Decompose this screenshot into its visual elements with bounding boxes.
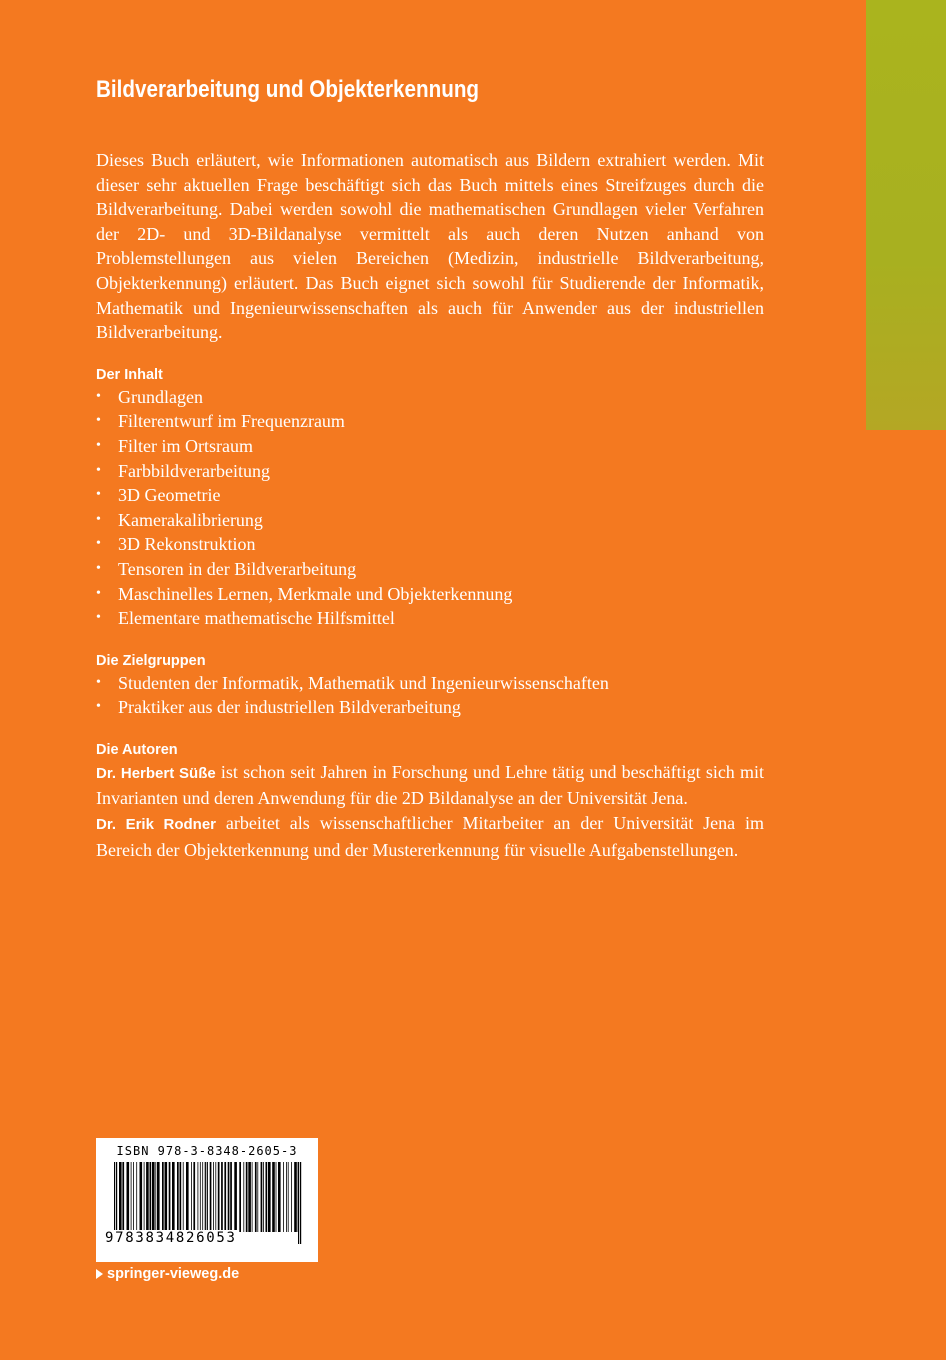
list-item: • Tensoren in der Bildverarbeitung	[96, 557, 764, 582]
list-item: • 3D Geometrie	[96, 483, 764, 508]
list-item: • Filter im Ortsraum	[96, 434, 764, 459]
book-title: Bildverarbeitung und Objekterkennung	[96, 76, 480, 103]
website-link[interactable]: springer-vieweg.de	[107, 1266, 240, 1282]
ean-digit-text: 9783834826053	[105, 1230, 237, 1246]
list-item: • Elementare mathematische Hilfsmittel	[96, 606, 764, 631]
publisher-website[interactable]	[96, 1264, 239, 1284]
list-item: • Grundlagen	[96, 385, 764, 410]
section-heading-autoren: Die Autoren	[96, 741, 178, 758]
list-item: • Studenten der Informatik, Mathematik und Ingenieurwissenschaften	[96, 671, 764, 696]
author-2-text: arbeitet als wissenschaftlicher Mitarbeiter an der Universität Jena im Bereich der Objekterkennung und der Mustererkennung für visuelle Aufgabenstellungen.	[96, 813, 764, 860]
author-2-name: Dr. Erik Rodner	[96, 816, 217, 834]
author-2-bio	[96, 811, 764, 862]
author-1-text: ist schon seit Jahren in Forschung und Lehre tätig und beschäftigt sich mit Invarianten und deren Anwendung für die 2D Bildanalyse an der Universität Jena.	[96, 761, 764, 809]
zielgruppen-list	[96, 671, 764, 720]
author-1-name: Dr. Herbert Süße	[96, 764, 216, 782]
list-item: • 3D Rekonstruktion	[96, 532, 764, 557]
list-item: • Filterentwurf im Frequenzraum	[96, 409, 764, 434]
isbn-barcode	[96, 1138, 318, 1262]
side-color-bar	[866, 0, 946, 430]
inhalt-list	[96, 385, 764, 631]
list-item: • Maschinelles Lernen, Merkmale und Objekterkennung	[96, 582, 764, 607]
section-heading-zielgruppen: Die Zielgruppen	[96, 652, 206, 669]
back-cover-content	[96, 74, 764, 862]
section-heading-inhalt: Der Inhalt	[96, 366, 163, 383]
list-item: • Farbbildverarbeitung	[96, 459, 764, 484]
intro-paragraph: Dieses Buch erläutert, wie Informationen automatisch aus Bildern extrahiert werden. Mit dieser sehr aktuellen Frage beschäftigt sich das Buch mittels eines Streifzuges durch die Bildverarbeitung. Dabei werden sowohl die mathematischen Grundlagen vieler Verfahren der 2D- und 3D-Bildanalyse vermittelt als auch deren Nutzen anhand von Problemstellungen aus vielen Bereichen (Medizin, industrielle Bildverarbeitung, Objekterkennung) erläutert. Das Buch eignet sich sowohl für Studierende der Informatik, Mathematik und Ingenieurwissenschaften als auch für Anwender aus der industriellen Bildverarbeitung.	[96, 150, 764, 343]
list-item: • Kamerakalibrierung	[96, 508, 764, 533]
ean-digits	[104, 1230, 310, 1246]
arrow-right-icon	[96, 1269, 103, 1279]
isbn-number: ISBN 978-3-8348-2605-3	[116, 1144, 298, 1158]
list-item: • Praktiker aus der industriellen Bildverarbeitung	[96, 695, 764, 720]
author-1-bio	[96, 760, 764, 811]
